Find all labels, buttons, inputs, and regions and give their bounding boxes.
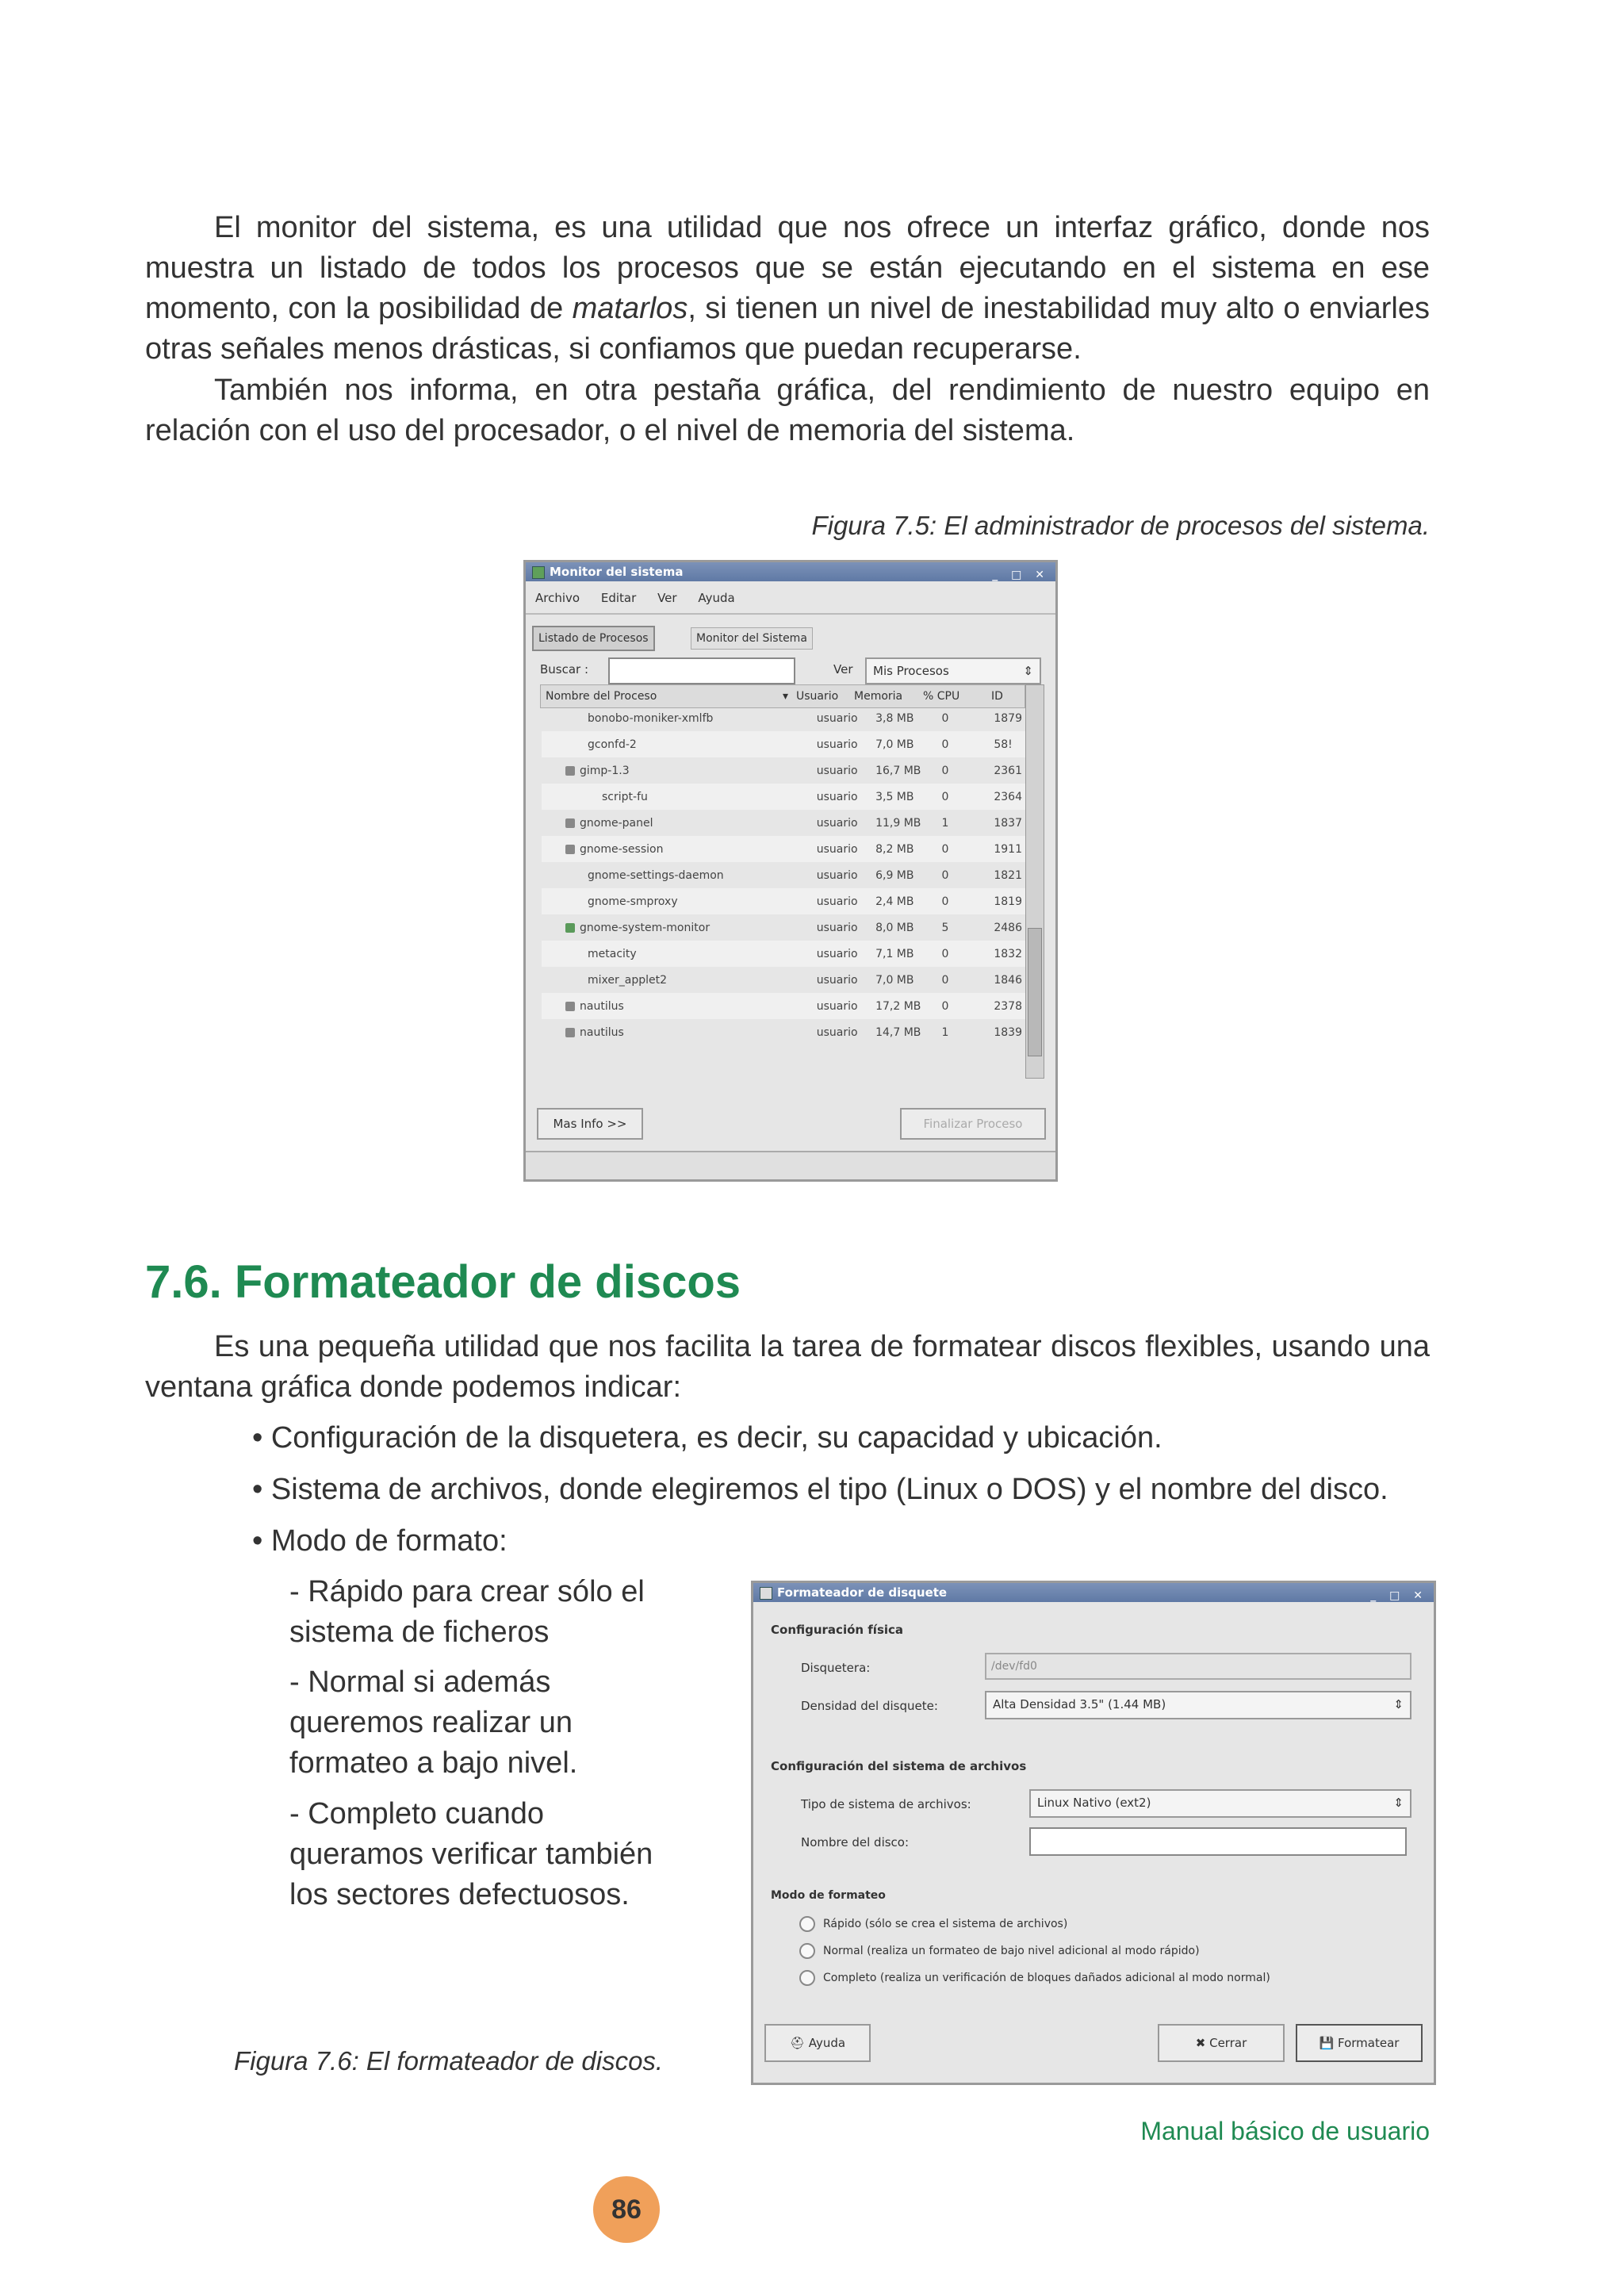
table-cell bbox=[542, 993, 814, 1019]
table-row[interactable] bbox=[542, 836, 1025, 862]
mode-radio-normal[interactable]: Normal (realiza un formateo de bajo nivel adicional al modo rápido) bbox=[799, 1943, 1200, 1959]
bullet-item: • Modo de formato: bbox=[252, 1524, 508, 1558]
table-cell: 14,7 MB bbox=[875, 1025, 921, 1039]
table-cell bbox=[542, 757, 814, 784]
table-cell: 1819 bbox=[990, 888, 1025, 914]
menubar bbox=[535, 591, 735, 605]
process-name: gimp-1.3 bbox=[580, 764, 630, 777]
table-cell: 0 bbox=[941, 711, 949, 725]
menu-editar[interactable]: Editar bbox=[600, 591, 637, 605]
table-row[interactable] bbox=[542, 967, 1025, 993]
table-cell: gnome-smproxy bbox=[542, 888, 814, 914]
paragraph-formatter-intro: Es una pequeña utilidad que nos facilita la tarea de formatear discos flexibles, usando una ventana gráfica donde podemos indicar: bbox=[145, 1330, 1430, 1404]
gimp-icon bbox=[565, 766, 575, 776]
bullet-item: • Configuración de la disquetera, es decir, su capacidad y ubicación. bbox=[252, 1421, 1162, 1455]
paragraph-monitor-performance: También nos informa, en otra pestaña gráfica, del rendimiento de nuestro equipo en relación con el uso del procesador, o el nivel de memoria del sistema. bbox=[145, 374, 1430, 447]
table-cell: 1846 bbox=[994, 973, 1022, 987]
table-cell: 0 bbox=[939, 731, 991, 757]
diskname-label: Nombre del disco: bbox=[801, 1835, 910, 1849]
table-row[interactable] bbox=[542, 993, 1025, 1019]
bullet-item: • Sistema de archivos, donde elegiremos el tipo (Linux o DOS) y el nombre del disco. bbox=[252, 1473, 1388, 1506]
table-cell: 1 bbox=[941, 1025, 949, 1039]
view-select[interactable] bbox=[865, 657, 1041, 684]
table-cell: bonobo-moniker-xmlfb bbox=[588, 711, 714, 725]
table-row[interactable] bbox=[542, 784, 1025, 810]
section-heading: 7.6. Formateador de discos bbox=[145, 1256, 741, 1308]
window-titlebar bbox=[753, 1583, 1434, 1602]
sub-item: - Completo cuando queramos verificar también los sectores defectuosos. bbox=[289, 1797, 653, 1911]
table-row[interactable] bbox=[542, 914, 1025, 941]
table-cell: 1832 bbox=[990, 941, 1025, 967]
table-cell: 0 bbox=[939, 941, 991, 967]
column-header-id[interactable]: ID bbox=[991, 690, 1003, 703]
table-cell: 0 bbox=[941, 973, 949, 987]
table-cell: 11,9 MB bbox=[875, 816, 921, 830]
search-label: Buscar : bbox=[540, 662, 589, 677]
process-table bbox=[542, 705, 1025, 1045]
monitor-icon bbox=[565, 923, 575, 933]
table-cell: 2486 bbox=[994, 921, 1022, 934]
radio-icon bbox=[799, 1943, 815, 1959]
column-header-name[interactable]: Nombre del Proceso bbox=[546, 690, 657, 703]
table-cell: gnome-settings-daemon bbox=[588, 868, 724, 882]
process-name: nautilus bbox=[580, 999, 624, 1013]
spinner-arrows-icon: ⇕ bbox=[1393, 1697, 1404, 1711]
table-cell: 0 bbox=[939, 888, 991, 914]
table-cell: 0 bbox=[939, 784, 991, 810]
menu-archivo[interactable]: Archivo bbox=[535, 591, 580, 605]
table-cell bbox=[542, 914, 814, 941]
table-cell: mixer_applet2 bbox=[588, 973, 668, 987]
nautilus-icon bbox=[565, 1028, 575, 1037]
table-cell: 8,2 MB bbox=[872, 836, 938, 862]
table-cell: 1821 bbox=[994, 868, 1022, 882]
window-titlebar bbox=[526, 562, 1055, 581]
section-filesystem-config: Configuración del sistema de archivos bbox=[771, 1759, 1027, 1773]
table-cell bbox=[542, 810, 814, 836]
diskname-input[interactable] bbox=[1029, 1827, 1407, 1856]
spinner-arrows-icon: ⇕ bbox=[1393, 1796, 1404, 1810]
menu-ver[interactable]: Ver bbox=[657, 591, 677, 605]
table-cell: 0 bbox=[939, 993, 991, 1019]
density-label: Densidad del disquete: bbox=[801, 1699, 938, 1713]
footer-title: Manual básico de usuario bbox=[1140, 2117, 1430, 2145]
sort-desc-icon: ▾ bbox=[783, 690, 789, 703]
table-cell: usuario bbox=[816, 921, 858, 934]
table-cell: 1 bbox=[941, 816, 949, 830]
session-icon bbox=[565, 845, 575, 854]
table-cell: usuario bbox=[816, 816, 858, 830]
process-name: gnome-session bbox=[580, 842, 664, 856]
table-cell: usuario bbox=[814, 993, 872, 1019]
mode-radio-full[interactable]: Completo (realiza un verificación de bloques dañados adicional al modo normal) bbox=[799, 1970, 1270, 1986]
figure-caption: Figura 7.5: El administrador de procesos del sistema. bbox=[811, 511, 1430, 540]
drive-field[interactable]: /dev/fd0 bbox=[985, 1653, 1411, 1680]
table-cell: 5 bbox=[941, 921, 949, 934]
window-controls[interactable]: _ □ ✕ bbox=[1370, 1589, 1427, 1602]
table-cell: 8,0 MB bbox=[875, 921, 914, 934]
table-row[interactable] bbox=[542, 757, 1025, 784]
density-select[interactable] bbox=[985, 1691, 1411, 1719]
radio-icon bbox=[799, 1970, 815, 1986]
close-icon: ✖ bbox=[1195, 2036, 1206, 2050]
menu-ayuda[interactable]: Ayuda bbox=[698, 591, 735, 605]
table-cell: 2364 bbox=[990, 784, 1025, 810]
table-cell bbox=[542, 1019, 814, 1045]
help-icon: ⛑ bbox=[789, 2036, 805, 2050]
section-format-mode: Modo de formateo bbox=[771, 1889, 886, 1902]
floppy-icon: 💾 bbox=[1319, 2036, 1335, 2050]
table-cell: 7,0 MB bbox=[875, 973, 914, 987]
table-cell: 0 bbox=[941, 868, 949, 882]
table-cell: 1837 bbox=[994, 816, 1022, 830]
help-button[interactable]: ⛑ Ayuda bbox=[764, 2024, 871, 2062]
scrollbar-thumb[interactable] bbox=[1028, 928, 1042, 1056]
process-name: nautilus bbox=[580, 1025, 624, 1039]
table-row[interactable] bbox=[542, 731, 1025, 757]
more-info-button[interactable]: Mas Info >> bbox=[537, 1108, 643, 1140]
column-header-cpu[interactable]: % CPU bbox=[923, 690, 960, 703]
table-cell: usuario bbox=[814, 731, 872, 757]
table-cell: 7,1 MB bbox=[872, 941, 938, 967]
process-name: gnome-system-monitor bbox=[580, 921, 710, 934]
fstype-label: Tipo de sistema de archivos: bbox=[801, 1797, 971, 1811]
table-cell: usuario bbox=[814, 888, 872, 914]
table-row[interactable] bbox=[542, 941, 1025, 967]
column-header-user[interactable]: Usuario bbox=[796, 690, 839, 703]
table-cell bbox=[542, 836, 814, 862]
app-icon bbox=[760, 1587, 772, 1600]
drive-label: Disquetera: bbox=[801, 1661, 871, 1675]
close-button[interactable]: ✖ Cerrar bbox=[1158, 2024, 1285, 2062]
table-cell: usuario bbox=[814, 941, 872, 967]
table-cell: 6,9 MB bbox=[875, 868, 914, 882]
table-cell: usuario bbox=[816, 711, 858, 725]
window-controls[interactable]: _ □ ✕ bbox=[992, 569, 1049, 581]
table-row[interactable] bbox=[542, 862, 1025, 888]
table-cell: gconfd-2 bbox=[542, 731, 814, 757]
spinner-arrows-icon: ⇕ bbox=[1023, 664, 1033, 678]
table-cell: metacity bbox=[542, 941, 814, 967]
view-label: Ver bbox=[833, 662, 853, 677]
format-button[interactable]: 💾 Formatear bbox=[1296, 2024, 1423, 2062]
density-select-value: Alta Densidad 3.5" (1.44 MB) bbox=[993, 1697, 1166, 1711]
mode-radio-quick[interactable]: Rápido (sólo se crea el sistema de archivos) bbox=[799, 1916, 1067, 1932]
fstype-select[interactable] bbox=[1029, 1789, 1411, 1818]
table-cell: usuario bbox=[816, 973, 858, 987]
tab-system-monitor[interactable]: Monitor del Sistema bbox=[691, 627, 813, 650]
table-cell: 1879 bbox=[994, 711, 1022, 725]
disk-formatter-window bbox=[751, 1581, 1436, 2085]
table-cell: usuario bbox=[814, 836, 872, 862]
table-row[interactable] bbox=[542, 705, 1025, 731]
column-header-memory[interactable]: Memoria bbox=[854, 690, 903, 703]
table-cell: 2,4 MB bbox=[872, 888, 938, 914]
system-monitor-window bbox=[523, 560, 1058, 1182]
paragraph-monitor-intro: El monitor del sistema, es una utilidad que nos ofrece un interfaz gráfico, donde nos muestra un listado de todos los procesos que se están ejecutando en el sistema en ese momento, con la posibilidad de matarlos, si tienen un nivel de inestabilidad muy alto o enviarles otras señales menos drásticas, si confiamos que puedan recuperarse. bbox=[145, 211, 1430, 366]
table-cell: 17,2 MB bbox=[872, 993, 938, 1019]
radio-icon bbox=[799, 1916, 815, 1932]
table-cell: 2378 bbox=[990, 993, 1025, 1019]
table-cell: 3,5 MB bbox=[872, 784, 938, 810]
fstype-select-value: Linux Nativo (ext2) bbox=[1037, 1796, 1151, 1810]
app-icon bbox=[532, 566, 545, 579]
table-cell: 1911 bbox=[990, 836, 1025, 862]
view-select-value: Mis Procesos bbox=[873, 664, 949, 678]
panel-icon bbox=[565, 818, 575, 828]
table-cell: usuario bbox=[816, 868, 858, 882]
sub-item: - Rápido para crear sólo el sistema de ficheros bbox=[289, 1575, 645, 1649]
window-title: Monitor del sistema bbox=[550, 565, 684, 579]
table-row[interactable] bbox=[542, 810, 1025, 836]
window-title: Formateador de disquete bbox=[777, 1585, 948, 1600]
table-row[interactable] bbox=[542, 1019, 1025, 1045]
table-cell: 16,7 MB bbox=[875, 764, 921, 777]
vertical-scrollbar[interactable] bbox=[1025, 684, 1044, 1079]
page-number: 86 bbox=[593, 2176, 660, 2243]
table-cell: 2361 bbox=[994, 764, 1022, 777]
table-cell: usuario bbox=[814, 784, 872, 810]
table-cell: usuario bbox=[816, 1025, 858, 1039]
table-cell: usuario bbox=[816, 764, 858, 777]
table-cell: 1839 bbox=[994, 1025, 1022, 1039]
section-physical-config: Configuración física bbox=[771, 1623, 904, 1637]
sub-item: - Normal si además queremos realizar un formateo a bajo nivel. bbox=[289, 1665, 578, 1780]
table-cell: 0 bbox=[941, 764, 949, 777]
table-row[interactable] bbox=[542, 888, 1025, 914]
end-process-button[interactable]: Finalizar Proceso bbox=[900, 1108, 1046, 1140]
process-name: gnome-panel bbox=[580, 816, 653, 830]
nautilus-icon bbox=[565, 1002, 575, 1011]
table-cell: 7,0 MB bbox=[872, 731, 938, 757]
status-bar bbox=[526, 1151, 1055, 1179]
table-cell: 58! bbox=[990, 731, 1025, 757]
table-cell: 3,8 MB bbox=[875, 711, 914, 725]
table-cell: script-fu bbox=[542, 784, 814, 810]
search-input[interactable] bbox=[608, 657, 795, 684]
tab-process-list[interactable]: Listado de Procesos bbox=[532, 626, 655, 651]
table-cell: 0 bbox=[939, 836, 991, 862]
figure-caption: Figura 7.6: El formateador de discos. bbox=[234, 2046, 664, 2076]
